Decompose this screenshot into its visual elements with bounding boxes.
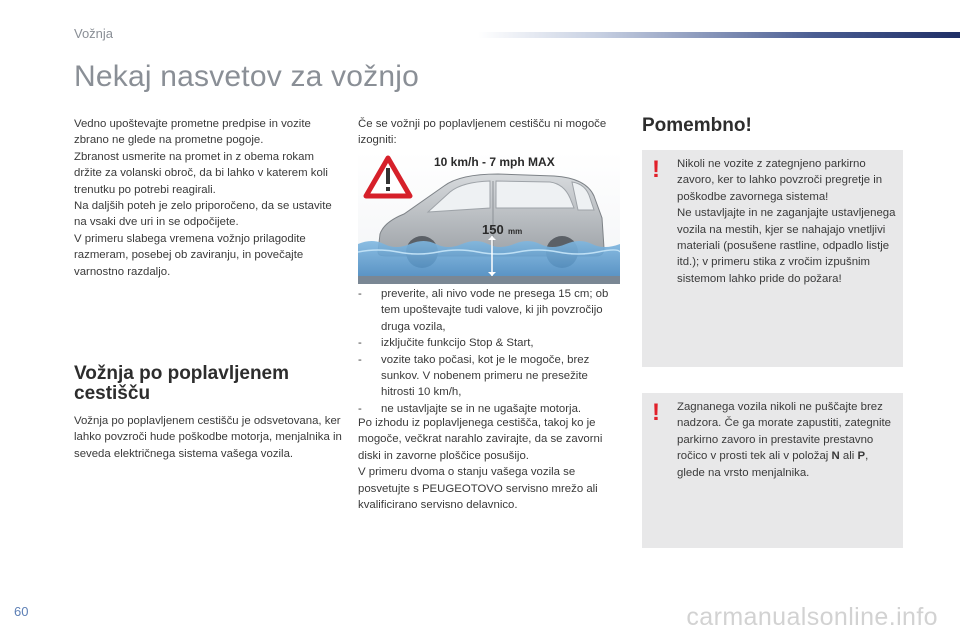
warning-text-part: ali: [839, 450, 858, 463]
warning-text-part: Zagnanega vozila nikoli ne puščajte brez nadzora. Če ga morate zapustiti, zategnite parkirno zavoro in prestavite prestavno ročico v prosti tek ali v položaj: [677, 401, 892, 463]
flood-heading: Vožnja po poplavljenem cestišču: [74, 363, 290, 404]
important-heading: Pomembno!: [642, 115, 752, 136]
gear-n-label: N: [831, 450, 840, 463]
warning-text: [677, 399, 897, 481]
warning-box: [642, 150, 903, 367]
intro-paragraph: Vedno upoštevajte prometne predpise in vozite zbrano ne glede na prometne pogoje.: [74, 118, 311, 147]
section-label: Vožnja: [74, 26, 114, 41]
page-number: 60: [14, 604, 29, 619]
list-item: - preverite, ali nivo vode ne presega 15 cm; ob tem upoštevajte tudi valove, ki jih povzročijo druga vozila,: [358, 286, 624, 335]
intro-paragraph: Zbranost usmerite na promet in z obema rokam držite za volanski obroč, da bi lahko v katerem koli trenutku po potrebi reagirali.: [74, 150, 328, 196]
warning-paragraph: Nikoli ne vozite z zategnjeno parkirno zavoro, ker to lahko povzroči pregretje in poškodbe zavornega sistema!: [677, 158, 883, 203]
exclamation-icon: !: [652, 399, 660, 426]
depth-value: 150: [482, 222, 504, 237]
flood-intro-text: Če se vožnji po poplavljenem cestišču ni mogoče izogniti:: [358, 118, 607, 147]
after-flood-text: Po izhodu iz poplavljenega cestišča, takoj ko je mogoče, večkrat narahlo zavirajte, da se zavorni diski in zavorne ploščice posušijo. V primeru dvoma o stanju vašega vozila se posvetujte s PEUGEOTOVO servisno mrežo ali kvalificirano servisno delavnico.: [358, 417, 603, 512]
speed-limit-label: 10 km/h - 7 mph MAX: [434, 155, 555, 169]
header-bar: [478, 32, 960, 38]
flooded-road-illustration: [358, 152, 620, 284]
intro-paragraph: V primeru slabega vremena vožnjo prilagodite razmeram, posebej ob zaviranju, in povečajte varnostno razdaljo.: [74, 232, 306, 278]
list-item: - ne ustavljajte se in ne ugašajte motorja.: [358, 401, 624, 417]
depth-unit: mm: [508, 227, 523, 236]
warning-text: [677, 156, 897, 287]
page-title: Nekaj nasvetov za vožnjo: [74, 60, 419, 93]
flood-text: Vožnja po poplavljenem cestišču je odsvetovana, ker lahko povzroči hude poškodbe motorja, menjalnika in seveda električnega sistema vašega vozila.: [74, 415, 342, 460]
warning-box: [642, 393, 903, 548]
flood-instructions-list: [358, 286, 624, 417]
intro-text: [74, 116, 344, 280]
exclamation-icon: !: [652, 156, 660, 183]
intro-paragraph: Na daljših poteh je zelo priporočeno, da se ustavite na vsaki dve uri in se odpočijete.: [74, 200, 332, 229]
list-item: - vozite tako počasi, kot je le mogoče, brez sunkov. V nobenem primeru ne presežite hitrosti 10 km/h,: [358, 352, 624, 401]
warning-text-part: , glede na vrsto menjalnika.: [677, 450, 869, 479]
list-item: - izključite funkcijo Stop & Start,: [358, 335, 624, 351]
gear-p-label: P: [857, 450, 866, 463]
watermark: carmanualsonline.info: [686, 603, 938, 631]
warning-paragraph: Ne ustavljajte in ne zaganjajte ustavljenega vozila na mestih, kjer se nahajajo vnetljivi materiali (posušene rastline, odpadlo listje itd.); v primeru stika z vročim izpušnim sistemom lahko pride do požara!: [677, 207, 896, 285]
